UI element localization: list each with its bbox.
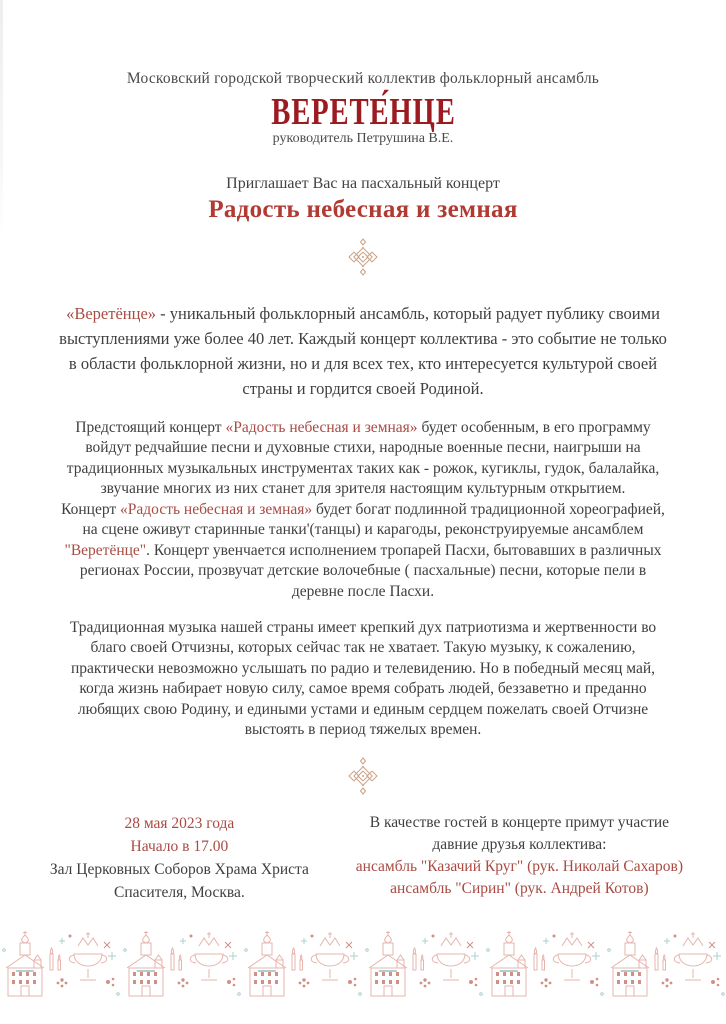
ornament-knot-icon	[343, 237, 383, 277]
paragraph-text: Предстоящий концерт	[75, 418, 226, 436]
guest-ensemble-2: ансамбль "Сирин" (рук. Андрей Котов)	[390, 880, 649, 897]
logo-wrap	[0, 88, 726, 133]
paragraph-text: - уникальный фольклорный ансамбль, который радует публику своими выступлениями уже более 40 лет. Каждый концерт коллектива - это событие не только в области фольклорной жизни, но и для всех тех, кто интересуется культурой своей страны и гордится своей Родиной.	[59, 304, 667, 398]
scan-edge-artifact	[0, 0, 3, 240]
paragraph-text: Концерт	[61, 500, 121, 518]
folk-border-pattern	[0, 930, 726, 1002]
event-date: 28 мая 2023 года	[124, 815, 235, 832]
paragraph-about-ensemble	[54, 301, 672, 401]
concert-title: Радость небесная и земная	[208, 196, 518, 223]
ensemble-name-highlight: «Веретёнце»	[66, 304, 157, 323]
invitation-line: Приглашает Вас на пасхальный концерт	[226, 175, 500, 192]
director-line: руководитель Петрушина В.Е.	[272, 131, 454, 146]
ornament-knot-icon	[343, 756, 383, 796]
paragraph-text: . Концерт увенчается исполнением тропарей Пасхи, бытовавших в различных регионах России, прозвучат детские волочебные ( пасхальные) песни, которые пели в деревне после Пасхи.	[79, 541, 662, 600]
event-venue: Зал Церковных Соборов Храма Христа Спасителя, Москва.	[49, 861, 309, 901]
body-text	[54, 301, 672, 741]
footer-columns	[23, 812, 703, 904]
event-details-column	[23, 812, 336, 904]
event-time: Начало в 17.00	[130, 838, 229, 855]
paragraph-traditional-music: Традиционная музыка нашей страны имеет крепкий дух патриотизма и жертвенности во благо своей Отчизны, которых сейчас так не хватает. Такую музыку, к сожалению, практически невозможно услышать по радио и телевидению. Но в победный месяц май, когда жизнь набирает новую силу, самое время собрать людей, беззаветно и преданно любящих свою Родину, и едиными устами и единым сердцем пожелать своей Отчизне выстоять в период тяжелых времен.	[69, 618, 657, 738]
guests-column	[336, 812, 703, 900]
guests-intro: В качестве гостей в концерте примут участие давние друзья коллектива:	[369, 814, 670, 853]
concert-name-highlight: «Радость небесная и земная»	[225, 418, 418, 436]
concert-name-highlight: «Радость небесная и земная»	[120, 500, 313, 518]
ensemble-name-highlight: "Веретёнце"	[64, 541, 147, 559]
guest-ensemble-1: ансамбль "Казачий Круг" (рук. Николай Сахаров)	[355, 858, 683, 875]
paragraph-text: будет особенным, в его программу войдут редчайшие песни и духовные стихи, народные военные песни, наигрыши на традиционных музыкальных инструментах таких как - рожок, кугиклы, гудок, балалайка, звучание многих из них станет для зрителя настоящим культурным открытием.	[66, 418, 660, 497]
paragraph-text: будет богат подлинной традиционной хореографией, на сцене оживут старинные танки'(танцы) и карагоды, реконструируемые ансамблем	[82, 500, 665, 538]
organization-line: Московский городской творческий коллектив фольклорный ансамбль	[126, 70, 600, 87]
paragraph-upcoming-concert	[54, 418, 672, 603]
ensemble-logo: ВЕРЕТЕ́НЦЕ	[270, 90, 456, 133]
